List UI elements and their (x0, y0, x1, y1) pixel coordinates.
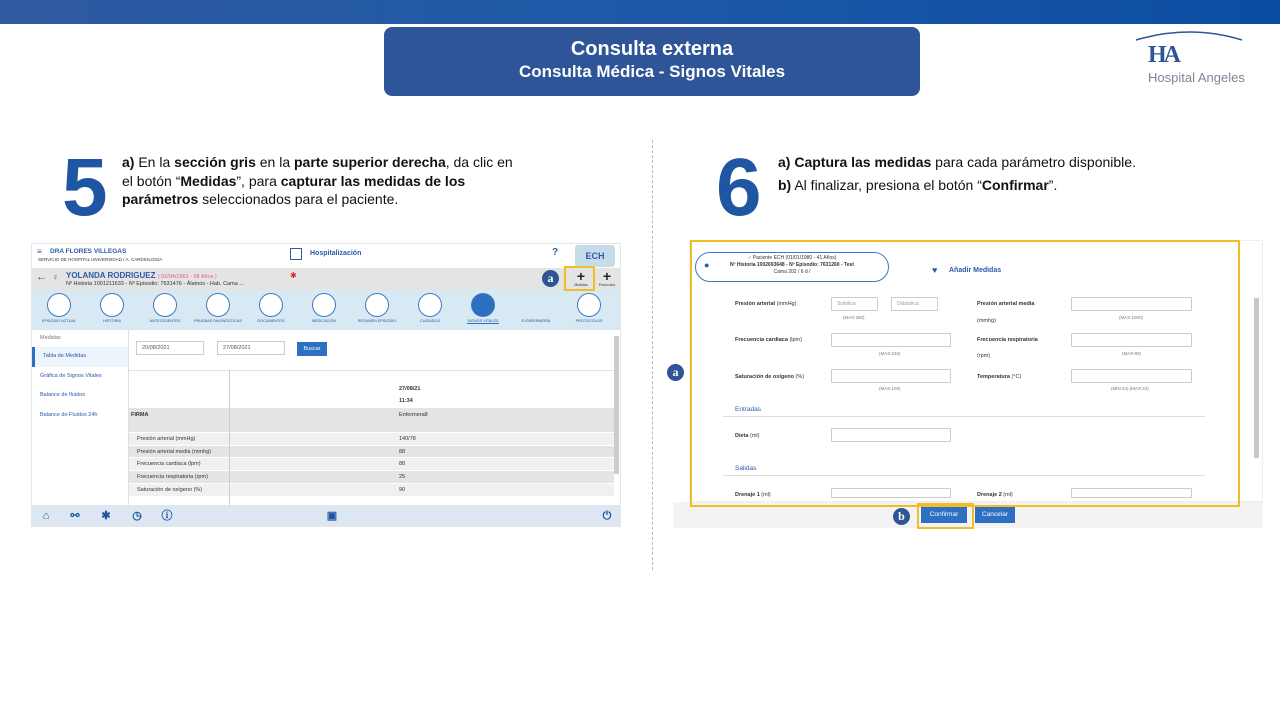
nav-protocol-icon (577, 293, 601, 317)
nav-documents-icon (259, 293, 283, 317)
logo-text: Hospital Angeles (1148, 70, 1245, 85)
section-divider (652, 140, 653, 570)
fr-unit: (rpm) (977, 353, 991, 359)
patient-gender-icon: ♀ (52, 272, 59, 282)
fc-label: Frecuencia cardiaca (lpm) (735, 337, 802, 343)
sidebar-header: Medidas (40, 335, 61, 341)
gear-icon[interactable]: ✱ (101, 510, 111, 522)
logo-mark: HA (1148, 42, 1178, 68)
table-scrollbar[interactable] (614, 336, 619, 474)
sidebar-item-balance-24h[interactable]: Balance de Fluidos 24h (40, 411, 98, 418)
step-5-text-4: ”, para (236, 172, 281, 189)
nav-medicacion[interactable]: MEDICACIÓN (299, 293, 349, 323)
salidas-section: Salidas (735, 465, 757, 472)
help-icon[interactable]: ? (552, 247, 559, 258)
temp-max: (MIN:34) (MAX:42) (1111, 386, 1149, 391)
badge-b: b (893, 508, 910, 525)
power-icon[interactable]: ⏻ (602, 510, 612, 522)
pa-diastolic-input[interactable]: Diástolica (891, 297, 938, 311)
confirm-highlight (917, 503, 974, 529)
page-subtitle: Consulta Médica - Signos Vitales (518, 62, 786, 81)
sidebar (32, 330, 129, 505)
nav-enfermeria[interactable]: E-ENFERMERÍA (511, 293, 561, 323)
nav-episodio-actual[interactable]: EPISODIO ACTUAL (34, 293, 84, 323)
nav-test-icon (206, 293, 230, 317)
nav-protocolos[interactable]: PROTOCOLOS (564, 293, 614, 323)
nav-pill-icon (312, 293, 336, 317)
doctor-name: DRA FLORES VILLEGAS (50, 248, 127, 255)
nav-pencil-icon (418, 293, 442, 317)
logo-arc-icon (1134, 28, 1246, 42)
table-column-divider (229, 370, 230, 505)
step-5-bold-3: Medidas (180, 172, 237, 189)
confirm-button[interactable]: Confirmar (921, 507, 967, 523)
nav-chart-icon (471, 293, 495, 317)
table-row: Presión arterial (mmHg) 140/78 (129, 433, 614, 446)
nav-antecedentes[interactable]: ANTECEDENTES (140, 293, 190, 323)
bottom-toolbar (32, 505, 620, 527)
dieta-label: Dieta (ml) (735, 433, 760, 439)
pam-label: Presión arterial media (977, 301, 1035, 307)
step-5-text-3: , da clic en el botón “ (122, 154, 513, 189)
date-to-input[interactable]: 27/08/2021 (217, 341, 285, 355)
alert-icon: ✱ (290, 271, 297, 280)
pa-max: (MAX:250) (843, 315, 865, 320)
nav-summary-icon (365, 293, 389, 317)
hospital-module-icon (290, 248, 302, 260)
step-number-6: 6 (716, 142, 762, 233)
table-row: FIRMA Enfermera8 (129, 408, 614, 433)
patient-card: ♂ Paciente ECH (01/01/1980 - 41 Años) Nº Historia 1002693648 - Nº Episodio: 7631260 - Test Cama 202 / 6 d / (695, 252, 889, 282)
home-icon[interactable]: ⌂ (42, 510, 50, 522)
table-row: Presión arterial media (mmhg) 88 (129, 446, 614, 459)
nav-documentos[interactable]: DOCUMENTOS (246, 293, 296, 323)
badge-a: a (667, 364, 684, 381)
user-icon: ● (704, 260, 710, 270)
screenshot-step-5 (31, 243, 621, 527)
binoculars-icon[interactable]: ⚯ (70, 510, 80, 522)
nav-episode-icon (47, 293, 71, 317)
nav-resumen[interactable]: RESUMEN EPISODIO (352, 293, 402, 323)
measures-table (129, 370, 614, 497)
doctor-service: SERVICIO DE HOSPITAL UNIVERSIDAD / A. CARDIOLOGÍA (38, 257, 163, 262)
pa-label: Presión arterial (mmHg) (735, 301, 797, 307)
medidas-button-label[interactable]: Medidas (574, 283, 588, 287)
patient-name: YOLANDA RODRIGUEZ ( 02/04/1963 - 58 Años ) (66, 271, 217, 280)
info-icon[interactable]: ⓘ (161, 510, 173, 522)
sat-max: (MAX:100) (879, 386, 901, 391)
medidas-highlight (564, 266, 595, 291)
protocolos-button-label[interactable]: Protocolos (598, 283, 616, 287)
sidebar-item-balance[interactable]: Balance de fluidos (40, 392, 85, 398)
form-scrollbar[interactable] (1254, 298, 1259, 458)
module-title: Hospitalización (310, 250, 362, 257)
nav-doc-icon (153, 293, 177, 317)
date-from-input[interactable]: 20/08/2021 (136, 341, 204, 355)
archive-icon[interactable]: ▣ (326, 510, 338, 522)
entradas-section: Entradas (735, 406, 762, 413)
step-6-line-b: b) Al finalizar, presiona el botón “Confirmar”. (778, 176, 1058, 193)
step-5-text-1: En la (134, 154, 175, 170)
cancel-button[interactable]: Cancelar (975, 507, 1015, 523)
title-box (384, 27, 920, 96)
pam-unit: (mmhg) (977, 318, 996, 324)
temp-label: Temperatura (°C) (977, 374, 1022, 380)
page-title: Consulta externa (570, 38, 734, 60)
step-5-a-label: a) (122, 154, 135, 170)
drenaje2-label: Drenaje 2 (ml) (977, 492, 1013, 498)
step-5-bold-4: capturar las medidas de los parámetros (122, 172, 466, 207)
clock-icon[interactable]: ◷ (132, 510, 142, 522)
patient-bar (32, 268, 620, 290)
sat-label: Saturación de oxígeno (%) (735, 374, 805, 380)
step-5-instructions (122, 153, 522, 209)
step-5-bold-2: parte superior derecha (294, 154, 446, 170)
nav-signos-vitales[interactable]: SIGNOS VITALES (458, 293, 508, 323)
fc-max: (MAX:240) (879, 351, 901, 356)
table-row: Saturación de oxígeno (%) 90 (129, 484, 614, 497)
sidebar-item-grafica[interactable]: Gráfica de Signos Vitales (40, 372, 102, 379)
table-row (129, 370, 614, 383)
drenaje1-label: Drenaje 1 (ml) (735, 492, 771, 498)
medidas-plus-icon[interactable]: + (576, 268, 586, 284)
badge-a: a (542, 270, 559, 287)
step-number-5: 5 (62, 142, 108, 233)
top-banner (0, 0, 1280, 24)
nav-pruebas[interactable]: PRUEBAS DIAGNÓSTICAS (193, 293, 243, 323)
pa-systolic-input[interactable]: Sistólica (831, 297, 878, 311)
step-6-instructions (778, 153, 1198, 194)
form-title: Añadir Medidas (949, 267, 1002, 274)
table-row: Frecuencia respiratoria (rpm) 25 (129, 471, 614, 484)
menu-icon[interactable]: ≡ (37, 247, 42, 256)
table-row: 27/08/21 (129, 383, 614, 396)
ech-logo-icon: ECH (575, 245, 615, 267)
fr-max: (MAX:80) (1122, 351, 1142, 356)
screenshot-step-6 (673, 240, 1263, 528)
app-header (32, 244, 620, 268)
hospital-logo (1134, 28, 1246, 88)
search-button[interactable]: Buscar (297, 342, 327, 356)
fr-label: Frecuencia respiratoria (977, 337, 1038, 343)
nav-historia[interactable]: HISTORIA (87, 293, 137, 323)
sidebar-item-tabla[interactable]: Tabla de Medidas (32, 347, 128, 367)
nav-nurse-icon (524, 293, 548, 317)
table-row: Frecuencia cardiaca (lpm) 88 (129, 458, 614, 471)
nav-cuidados[interactable]: CUIDADOS (405, 293, 455, 323)
step-5-text-5: seleccionados para el paciente. (198, 191, 399, 207)
module-nav (32, 290, 620, 330)
nav-folder-icon (100, 293, 124, 317)
protocolos-plus-icon[interactable]: + (602, 268, 612, 284)
patient-info: Nº Historia 1001211633 - Nº Episodio: 7631476 - Álamos - Hab. Cama ... (66, 281, 244, 287)
pam-max: (MAX:1000) (1119, 315, 1144, 320)
table-row: 11:34 (129, 395, 614, 408)
form-highlight (690, 240, 1240, 507)
step-6-line-a: a) Captura las medidas para cada parámetro disponible. (778, 154, 1136, 170)
step-5-text-2: en la (255, 154, 294, 170)
heart-icon: ♥ (932, 265, 938, 275)
step-5-bold-1: sección gris (174, 154, 256, 170)
back-arrow-icon[interactable]: ← (36, 271, 47, 283)
